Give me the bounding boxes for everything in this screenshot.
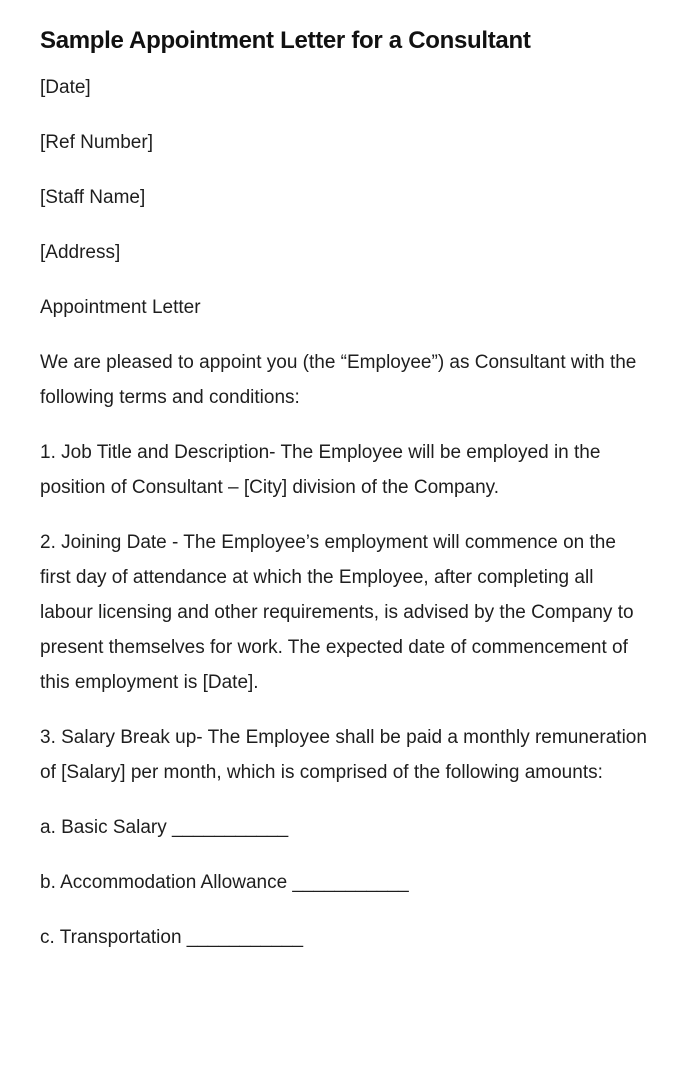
intro-paragraph: We are pleased to appoint you (the “Employee”) as Consultant with the following terms and conditions: (40, 352, 637, 408)
clause-joining-date: 2. Joining Date - The Employee’s employment will commence on the first day of attendance at which the Employee, after completing all labour licensing and other requirements, is advised by the Company to present themselves for work. The expected date of commencement of this employment is [Date]. (40, 532, 634, 693)
document-title: Sample Appointment Letter for a Consultant (40, 27, 531, 54)
address-placeholder: [Address] (40, 242, 121, 263)
clause-salary-breakup: 3. Salary Break up- The Employee shall be paid a monthly remuneration of [Salary] per month, which is comprised of the following amounts: (40, 727, 647, 783)
salary-item-transportation: c. Transportation ___________ (40, 927, 304, 948)
ref-number-placeholder: [Ref Number] (40, 132, 153, 153)
letter-subject: Appointment Letter (40, 297, 201, 318)
salary-item-basic: a. Basic Salary ___________ (40, 817, 289, 838)
staff-name-placeholder: [Staff Name] (40, 187, 146, 208)
date-placeholder: [Date] (40, 77, 91, 98)
clause-job-title: 1. Job Title and Description- The Employee will be employed in the position of Consultant – [City] division of the Company. (40, 442, 601, 498)
salary-item-accommodation: b. Accommodation Allowance ___________ (40, 872, 409, 893)
